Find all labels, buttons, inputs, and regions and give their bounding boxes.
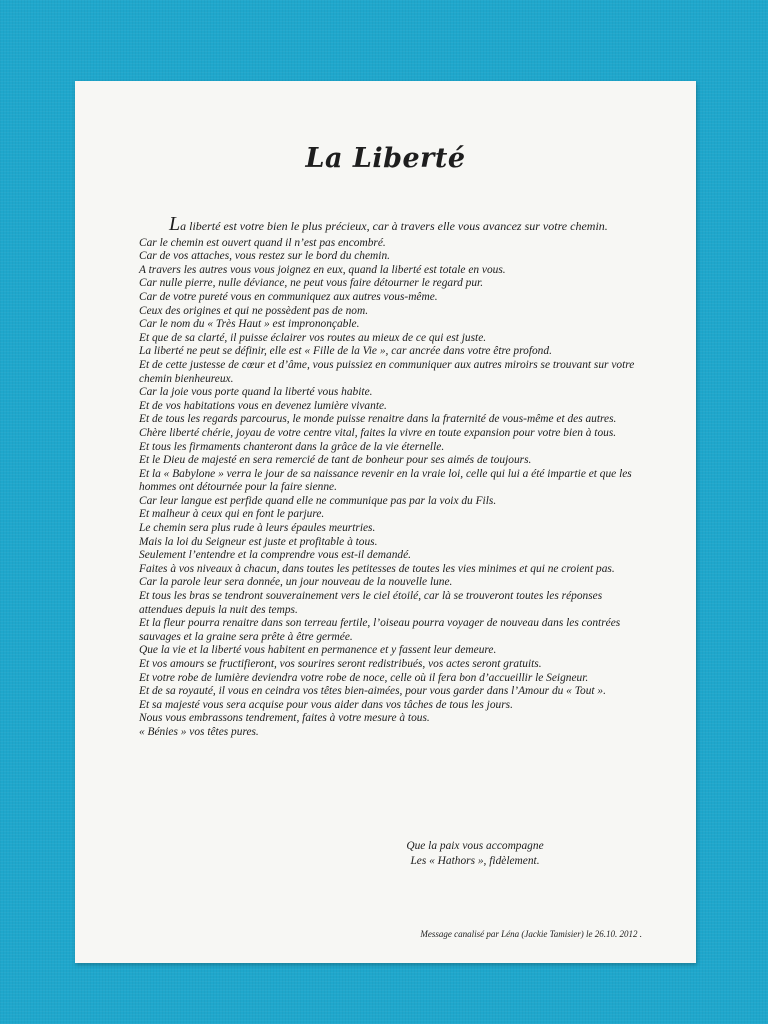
- poem-line: A travers les autres vous vous joignez en eux, quand la liberté est totale en vous.: [139, 263, 506, 276]
- poem-line: Et de cette justesse de cœur et d’âme, vous puissiez en communiquer aux autres miroirs se trouvant sur votre chemin bienheureux.: [139, 358, 635, 385]
- poem-body: [139, 213, 639, 740]
- poem-line: Et tous les firmaments chanteront dans la grâce de la vie éternelle.: [139, 440, 445, 453]
- poem-line: Et votre robe de lumière deviendra votre robe de noce, celle où il fera bon d’accueillir le Seigneur.: [139, 671, 589, 684]
- poem-line: Et la « Babylone » verra le jour de sa naissance revenir en la vraie loi, celle qui lui a été impartie et que les hommes ont détournée pour la faire sienne.: [139, 467, 632, 494]
- poem-line: Et de tous les regards parcourus, le monde puisse renaitre dans la fraternité de vous-même et des autres.: [139, 413, 617, 426]
- poem-line: Mais la loi du Seigneur est juste et profitable à tous.: [139, 535, 378, 548]
- poem-first-line: [139, 213, 639, 235]
- poem-line: Ceux des origines et qui ne possèdent pas de nom.: [139, 304, 369, 317]
- poem-line: Et que de sa clarté, il puisse éclairer vos routes au mieux de ce qui est juste.: [139, 331, 487, 344]
- closing-block: [375, 839, 575, 869]
- poem-line: Et sa majesté vous sera acquise pour vous aider dans vos tâches de tous les jours.: [139, 698, 513, 711]
- poem-line: Car de votre pureté vous en communiquez aux autres vous-même.: [139, 290, 438, 303]
- poem-line: Car nulle pierre, nulle déviance, ne peut vous faire détourner le regard pur.: [139, 277, 484, 290]
- poem-line: Que la vie et la liberté vous habitent en permanence et y fassent leur demeure.: [139, 644, 497, 657]
- poem-line: Faites à vos niveaux à chacun, dans toutes les petitesses de toutes les vies minimes et qui ne croient pas.: [139, 562, 615, 575]
- poem-line: Et le Dieu de majesté en sera remercié de tant de bonheur pour ses aimés de toujours.: [139, 454, 532, 467]
- poem-line: Car le chemin est ouvert quand il n’est pas encombré.: [139, 236, 386, 249]
- poem-line: Le chemin sera plus rude à leurs épaules meurtries.: [139, 522, 376, 535]
- poem-line: Et la fleur pourra renaitre dans son terreau fertile, l’oiseau pourra voyager de nouveau dans les contrées sauvages et la graine sera prête à être germée.: [139, 617, 621, 643]
- poem-line: Et malheur à ceux qui en font le parjure.: [139, 508, 325, 521]
- poem-line: Car leur langue est perfide quand elle ne communique pas par la voix du Fils.: [139, 494, 497, 507]
- poem-line: Chère liberté chérie, joyau de votre centre vital, faites la vivre en toute expansion pour votre bien à tous.: [139, 426, 617, 439]
- drop-cap: L: [169, 213, 181, 235]
- poem-line: Nous vous embrassons tendrement, faites à votre mesure à tous.: [139, 712, 430, 725]
- poem-card: [75, 81, 696, 963]
- poem-line: Seulement l’entendre et la comprendre vous est-il demandé.: [139, 549, 412, 562]
- document-title: La Liberté: [305, 143, 466, 174]
- poem-line: Et tous les bras se tendront souverainement vers le ciel étoilé, car là se trouveront toutes les réponses attendues depuis la nuit des temps.: [139, 590, 603, 616]
- closing-line: Que la paix vous accompagne: [406, 840, 544, 852]
- closing-line: Les « Hathors », fidèlement.: [410, 855, 540, 867]
- poem-line: Car la parole leur sera donnée, un jour nouveau de la nouvelle lune.: [139, 576, 453, 589]
- poem-line: Car la joie vous porte quand la liberté vous habite.: [139, 386, 373, 399]
- poem-line: Et de sa royauté, il vous en ceindra vos têtes bien-aimées, pour vous garder dans l’Amour du « Tout ».: [139, 685, 606, 698]
- signature-line: Message canalisé par Léna (Jackie Tamisier) le 26.10. 2012 .: [420, 929, 642, 939]
- poem-line: Et de vos habitations vous en devenez lumière vivante.: [139, 399, 387, 412]
- first-line-text: a liberté est votre bien le plus précieux, car à travers elle vous avancez sur votre chemin.: [180, 219, 608, 233]
- poem-line: « Bénies » vos têtes pures.: [139, 725, 259, 738]
- poem-line: Et vos amours se fructifieront, vos sourires seront redistribués, vos actes seront gratuits.: [139, 658, 542, 670]
- poem-line: La liberté ne peut se définir, elle est « Fille de la Vie », car ancrée dans votre être profond.: [139, 345, 552, 358]
- poem-line: Car le nom du « Très Haut » est imprononçable.: [139, 318, 360, 331]
- poem-line: Car de vos attaches, vous restez sur le bord du chemin.: [139, 250, 390, 263]
